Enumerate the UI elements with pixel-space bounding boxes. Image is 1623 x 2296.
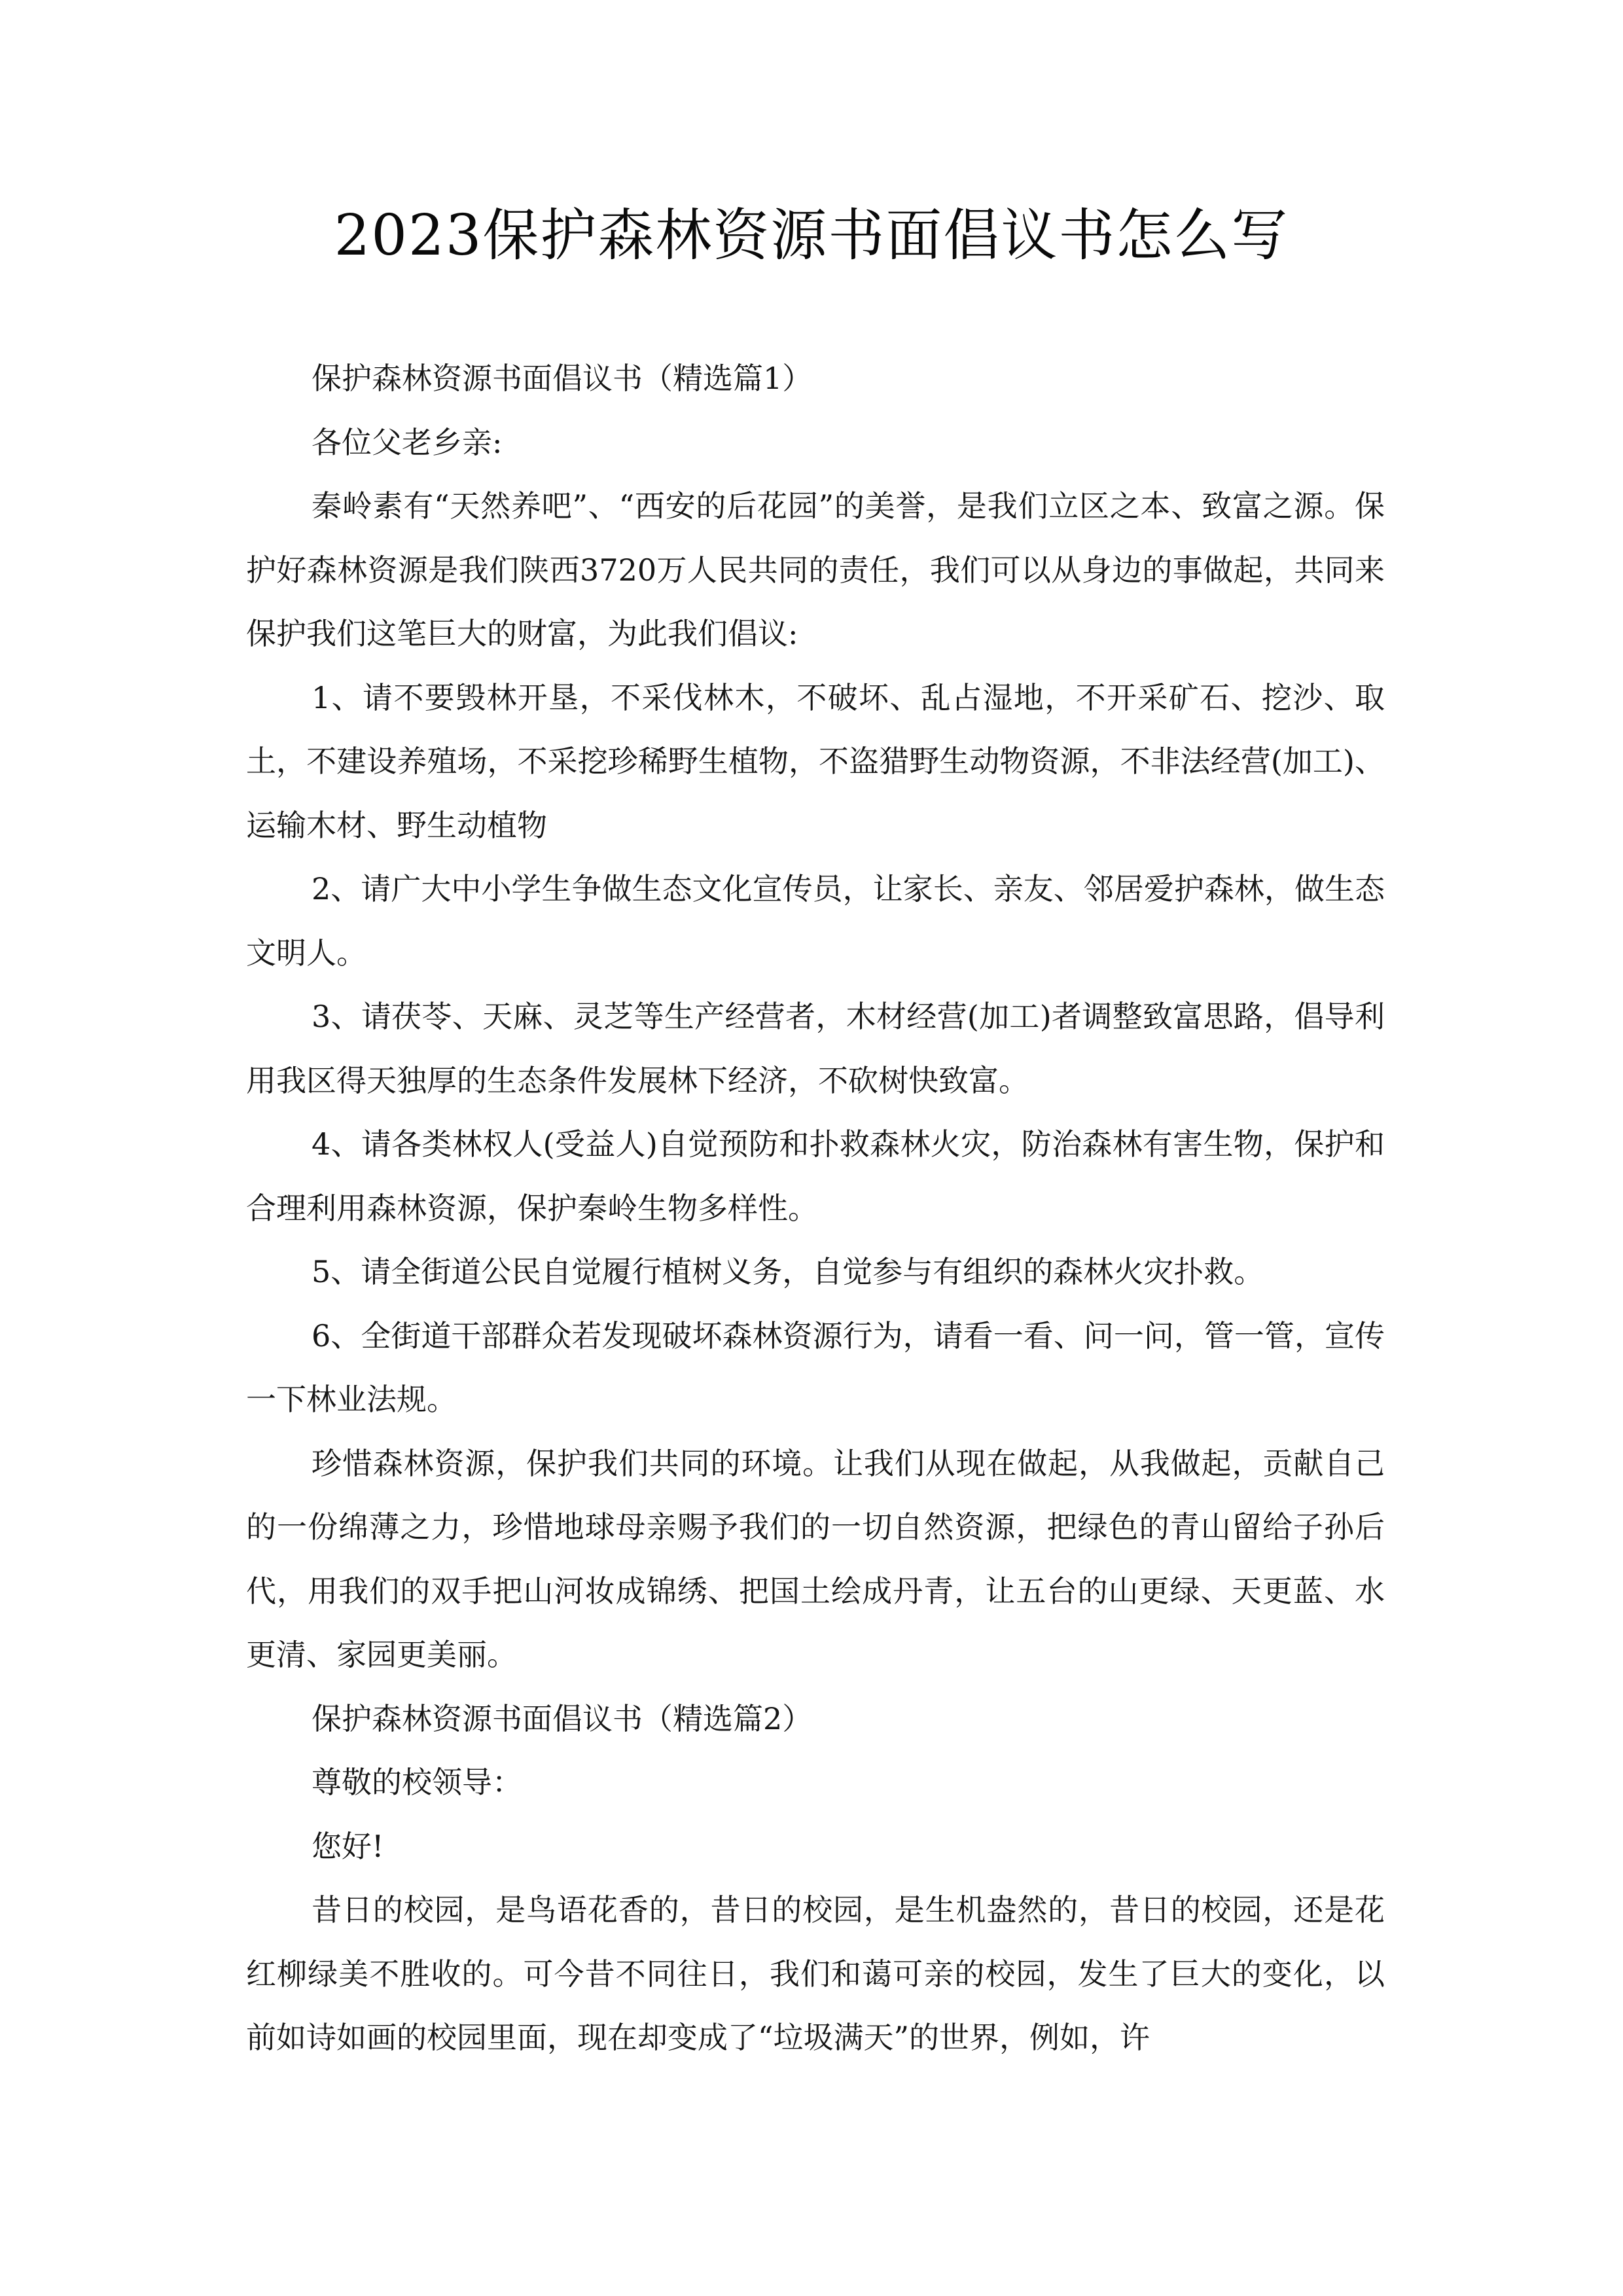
greeting: 您好!: [312, 1828, 384, 1864]
body-paragraph-2: 昔日的校园，是鸟语花香的，昔日的校园，是生机盎然的，昔日的校园，还是花红柳绿美不胜收的。可今昔不同往日，我们和蔼可亲的校园，发生了巨大的变化，以前如诗如画的校园里面，现在却变成了“垃圾满天”的世界，例如，许: [246, 1892, 1385, 2055]
proposal-item-1: 1、请不要毁林开垦，不采伐林木，不破坏、乱占湿地，不开采矿石、挖沙、取土，不建设养殖场，不采挖珍稀野生植物，不盗猎野生动物资源，不非法经营(加工)、运输木材、野生动植物: [246, 679, 1385, 843]
proposal-item-4: 4、请各类林权人(受益人)自觉预防和扑救森林火灾，防治森林有害生物，保护和合理利用森林资源，保护秦岭生物多样性。: [246, 1126, 1385, 1226]
section-heading-2: 保护森林资源书面倡议书（精选篇2）: [312, 1700, 813, 1736]
document-body: [246, 347, 1385, 2070]
section-heading-1: 保护森林资源书面倡议书（精选篇1）: [312, 361, 813, 396]
intro-paragraph: 秦岭素有“天然养吧”、“西安的后花园”的美誉，是我们立区之本、致富之源。保护好森林资源是我们陕西3720万人民共同的责任，我们可以从身边的事做起，共同来保护我们这笔巨大的财富，为此我们倡议:: [246, 488, 1385, 651]
closing-paragraph: 珍惜森林资源，保护我们共同的环境。让我们从现在做起，从我做起，贡献自己的一份绵薄之力，珍惜地球母亲赐予我们的一切自然资源，把绿色的青山留给子孙后代，用我们的双手把山河妆成锦绣、把国土绘成丹青，让五台的山更绿、天更蓝、水更清、家园更美丽。: [246, 1445, 1385, 1672]
proposal-item-2: 2、请广大中小学生争做生态文化宣传员，让家长、亲友、邻居爱护森林，做生态文明人。: [246, 871, 1385, 971]
document-title: 2023保护森林资源书面倡议书怎么写: [334, 203, 1289, 268]
proposal-item-6: 6、全街道干部群众若发现破坏森林资源行为，请看一看、问一问，管一管，宣传一下林业法规。: [246, 1318, 1385, 1417]
salutation-2: 尊敬的校领导：: [312, 1765, 522, 1800]
proposal-item-3: 3、请茯苓、天麻、灵芝等生产经营者，木材经营(加工)者调整致富思路，倡导利用我区得天独厚的生态条件发展林下经济，不砍树快致富。: [246, 999, 1385, 1098]
proposal-item-5: 5、请全街道公民自觉履行植树义务，自觉参与有组织的森林火灾扑救。: [312, 1254, 1264, 1289]
salutation: 各位父老乡亲:: [312, 424, 503, 460]
